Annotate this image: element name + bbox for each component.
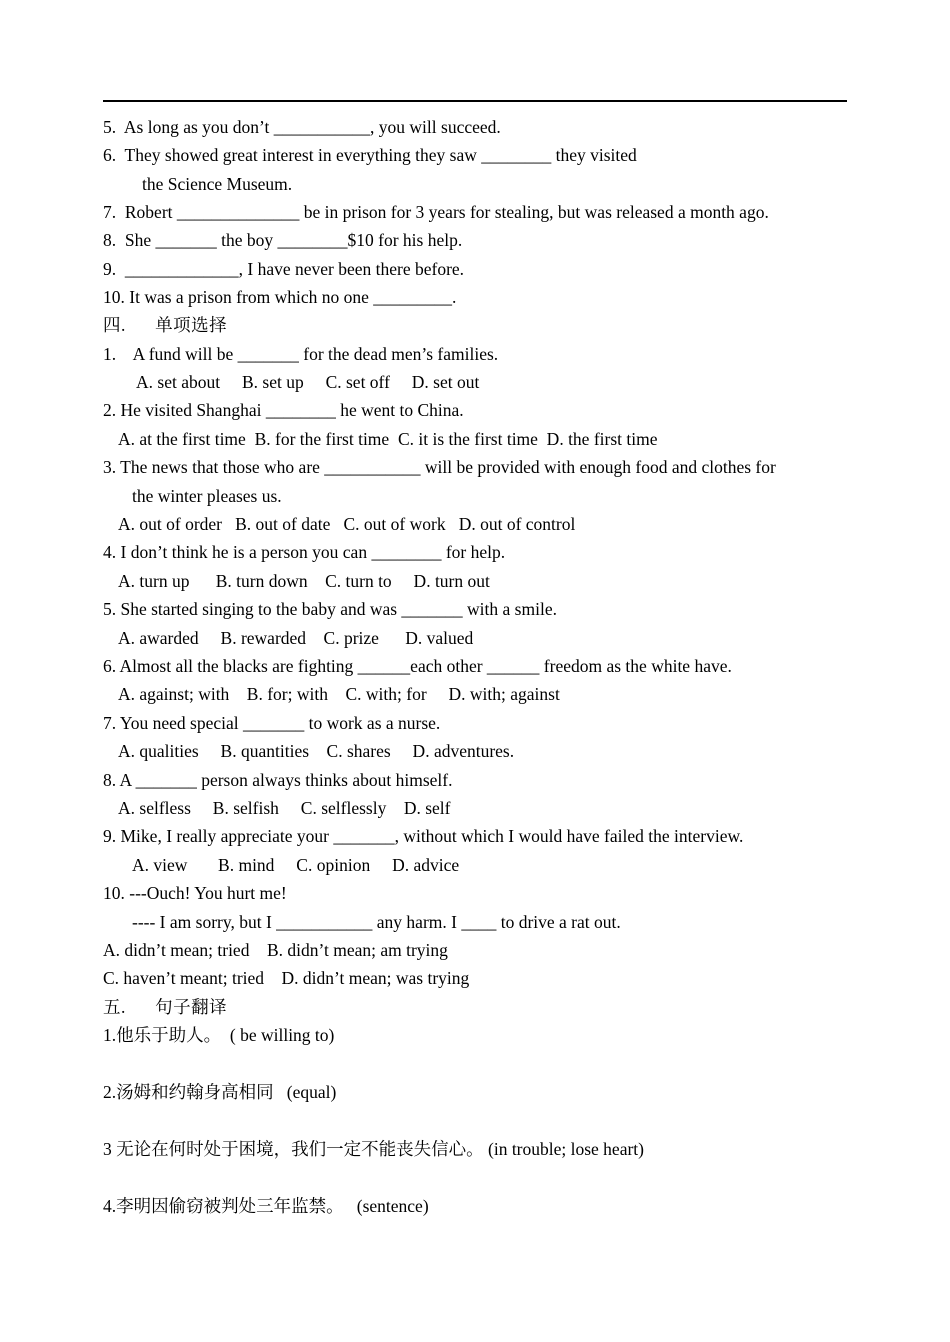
mc-question-5: 5. She started singing to the baby and was _______ with a smile. — [103, 599, 557, 619]
translation-item-1: 1.他乐于助人。 ( be willing to) — [103, 1025, 335, 1045]
translation-item-3: 3 无论在何时处于困境，我们一定不能丧失信心。 (in trouble; lose heart) — [103, 1139, 644, 1159]
mc-question-3-cont: the winter pleases us. — [132, 486, 282, 506]
fill-blank-7: 7. Robert ______________ be in prison for 3 years for stealing, but was released a month ago. — [103, 202, 769, 222]
mc-options-4: A. turn up B. turn down C. turn to D. turn out — [118, 571, 490, 591]
mc-options-10-row1: A. didn’t mean; tried B. didn’t mean; am trying — [103, 940, 448, 960]
mc-options-9: A. view B. mind C. opinion D. advice — [132, 855, 460, 875]
mc-options-3: A. out of order B. out of date C. out of work D. out of control — [118, 514, 576, 534]
mc-question-1: 1. A fund will be _______ for the dead men’s families. — [103, 344, 499, 364]
fill-blank-6: 6. They showed great interest in everything they saw ________ they visited — [103, 145, 637, 165]
mc-question-10-cont: ---- I am sorry, but I ___________ any harm. I ____ to drive a rat out. — [132, 912, 621, 932]
mc-question-9: 9. Mike, I really appreciate your _______, without which I would have failed the interview. — [103, 826, 744, 846]
fill-blank-8: 8. She _______ the boy ________$10 for his help. — [103, 230, 463, 250]
mc-options-1: A. set about B. set up C. set off D. set out — [136, 372, 480, 392]
mc-options-2: A. at the first time B. for the first time C. it is the first time D. the first time — [118, 429, 658, 449]
mc-question-7: 7. You need special _______ to work as a nurse. — [103, 713, 441, 733]
mc-options-5: A. awarded B. rewarded C. prize D. valued — [118, 628, 474, 648]
mc-options-8: A. selfless B. selfish C. selflessly D. self — [118, 798, 451, 818]
mc-question-8: 8. A _______ person always thinks about himself. — [103, 770, 453, 790]
mc-question-3: 3. The news that those who are ___________ will be provided with enough food and clothes for — [103, 457, 776, 477]
section-5-heading: 五. 句子翻译 — [103, 997, 228, 1017]
mc-question-6: 6. Almost all the blacks are fighting ______each other ______ freedom as the white have. — [103, 656, 732, 676]
mc-question-10: 10. ---Ouch! You hurt me! — [103, 883, 287, 903]
translation-item-2: 2.汤姆和约翰身高相同 (equal) — [103, 1082, 337, 1102]
mc-options-6: A. against; with B. for; with C. with; for D. with; against — [118, 684, 560, 704]
mc-question-2: 2. He visited Shanghai ________ he went to China. — [103, 400, 464, 420]
header-rule — [103, 100, 847, 102]
mc-options-10-row2: C. haven’t meant; tried D. didn’t mean; was trying — [103, 968, 470, 988]
fill-blank-10: 10. It was a prison from which no one _________. — [103, 287, 457, 307]
mc-options-7: A. qualities B. quantities C. shares D. adventures. — [118, 741, 515, 761]
mc-question-4: 4. I don’t think he is a person you can ________ for help. — [103, 542, 506, 562]
translation-item-4: 4.李明因偷窃被判处三年监禁。 (sentence) — [103, 1196, 429, 1216]
fill-blank-5: 5. As long as you don’t ___________, you will succeed. — [103, 117, 501, 137]
fill-blank-6-cont: the Science Museum. — [142, 174, 293, 194]
fill-blank-9: 9. _____________, I have never been there before. — [103, 259, 465, 279]
section-4-heading: 四. 单项选择 — [103, 315, 228, 335]
